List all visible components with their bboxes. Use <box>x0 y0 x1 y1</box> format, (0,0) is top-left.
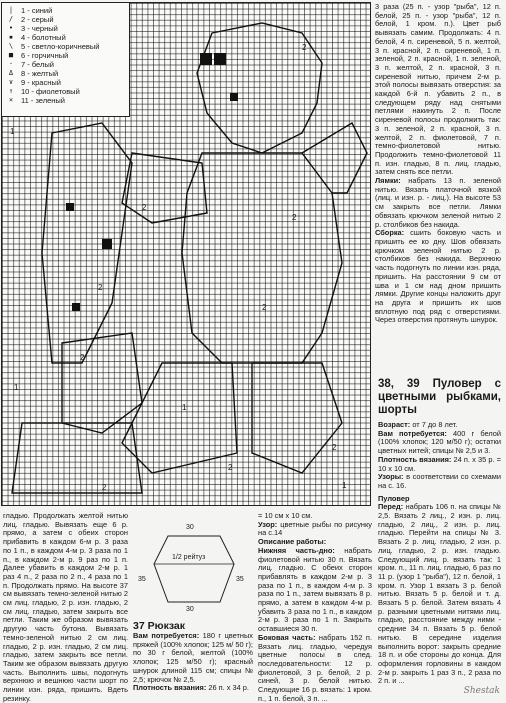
legend-item <box>5 87 126 96</box>
legend-item <box>5 15 126 24</box>
right-column <box>375 3 501 325</box>
label-need: Вам потребуется: <box>378 428 447 438</box>
chart-number: 2 <box>262 303 267 312</box>
legend-item <box>5 6 126 15</box>
legend-symbol: × <box>8 96 14 104</box>
pattern-label-center: 1/2 рейтуз <box>172 554 206 561</box>
chart-number: 2 <box>102 483 107 492</box>
chart-number: 1 <box>182 403 187 412</box>
assembly-text: сшить боковую часть и пришить ее ко дну. Шов обвязать крючком зеленой нитью 2 р. столбиков без накида. Верхнюю часть подогнуть по линии изн. ряда, пришить. На расстоянии 9 см от шва и 1 см над дном пришить лямки. Другие концы наложить друг на друга и пришить их шов вплотную под ряд с отверстиями. Через отверстия протянуть шнурок. <box>375 228 501 325</box>
pattern-label-left: 35 <box>138 576 146 583</box>
density-cont: = 10 см x 10 см. <box>258 511 313 520</box>
legend-symbol: ▪ <box>8 33 14 41</box>
character-arm-right <box>302 123 367 193</box>
chart-number: 2 <box>142 203 147 212</box>
legend-symbol: • <box>8 24 14 32</box>
flower-stem <box>42 123 132 363</box>
character-body <box>182 153 342 363</box>
left-column <box>3 512 128 703</box>
label-straps: Лямки: <box>375 176 401 186</box>
label-age: Возраст: <box>378 420 411 429</box>
label-work-description: Описание работы: <box>258 537 327 547</box>
bottom-part-text: набрать фиолетовой нитью 30 п. Вязать лиц. гладью. С обеих сторон прибавлять в каждом 2-м р. 3 раза по 1 п., в каждом 4-м р. 3 раза по 1 п., затем вывязать 8 р. прямо, а затем в каждом 4-м р. убавить 3 раза по 1 п., в каждом 2-м р. 3 раза по 1 п. Закрыть оставшиеся 30 п. <box>258 545 372 634</box>
chart-number: 2 <box>228 463 233 472</box>
chart-number: 2 <box>302 43 307 52</box>
density-text: 24 п. x 35 р. = 10 x 10 см. <box>378 454 501 473</box>
character-arm-left <box>122 153 207 223</box>
pattern-outline <box>134 524 250 616</box>
label-bottom-part: Нижняя часть-дно: <box>258 545 335 555</box>
chart-legend <box>2 3 130 117</box>
character-leg-right <box>252 363 342 473</box>
chart-number: 2 <box>292 213 297 222</box>
pattern-label-top: 30 <box>186 524 194 531</box>
legend-label: 1 - синий <box>21 6 53 15</box>
legend-item <box>5 33 126 42</box>
label-backpack-need: Вам потребуется: <box>133 631 200 640</box>
label-assembly: Сборка: <box>375 228 405 238</box>
legend-label: 10 - фиолетовый <box>21 87 80 96</box>
legend-symbol: / <box>8 15 14 23</box>
right-paragraph: 3 раза (25 п. - узор "рыба", 12 п. белой, 25 п. - узор "рыба", 12 п. белой, 1 кром. п.). Цвет рыб вывязать самим. Продолжать: 4 п. белой, 4 п. сиреневой, 5 п. желтой, 3 п. красной, 2 п. сиреневой, 1 п. зеленой, 2 п. красной, 1 п. зеленой, 3 п. желтой, 2 п. красной, 3 п. сиреневой нитью, причем 2-м р. этой полосы вывязать отверстия: за каждой 6-й п. убавить 2 п., в следующем ряду над снятыми петлями накинуть 2 п. После сиреневой полосы продолжить так: 3 п. зеленой, 2 п. красной, 3 п. желтой, 2 п. фиолетовой, 7 п. темно-фиолетовой нитью. Продолжить темно-фиолетовой 11 п. изн. гладью, 8 п. лиц. гладью, затем снять все петли. <box>375 2 501 177</box>
legend-label: 8 - желтый <box>21 69 59 78</box>
chart-number: 2 <box>80 353 85 362</box>
legend-symbol: | <box>8 6 14 14</box>
backpack-need-text: 180 г цветных пряжей (100% хлопок; 125 м/ 50 г); по 30 г белой, желтой (100% хлопок; 125 м/50 г); красный шнурок длиной 115 см; спицы № 2,5; крючок № 2,5. <box>133 631 253 684</box>
pullover-title: 38, 39 Пуловер с цветными рыбками, шорты <box>378 378 501 416</box>
legend-symbol: · <box>8 60 14 68</box>
legend-label: 2 - серый <box>21 15 54 24</box>
label-backpack-density: Плотность вязания: <box>133 683 207 693</box>
chart-number: 1 <box>10 127 15 136</box>
chart-number: 2 <box>332 443 337 452</box>
knitting-chart <box>1 2 371 506</box>
label-side-part: Боковая часть: <box>258 632 316 642</box>
side-part-text: набрать 152 п. Вязать лиц. гладью, чередуя цветные полосы в след. последовательности: 12 р. фиолетовой, 3 р. белой, 2 р. синей, 3 р. белой нитью. Следующие 16 р. вязать: 1 кром. п., 1 п. белой, 3 п. ... <box>258 632 372 703</box>
pattern-text: в соответствии со схемами на с. 16. <box>378 472 501 490</box>
legend-symbol: Δ <box>8 69 14 77</box>
label-density: Плотность вязания: <box>378 454 452 464</box>
legend-symbol: ∨ <box>8 78 14 86</box>
legend-item <box>5 96 126 105</box>
pullover-section <box>378 376 501 686</box>
front-text: набрать 106 п. на спицы № 2,5. Вязать 2 лиц., 2 изн. р. лиц. гладью, 2 лиц., 2 изн. р. лиц. гладью. Перейти на спицы № 3. Вязать 2 р. лиц. гладью, 2 изн. р. лиц. гладью, 2 р. изн. гладью. Следующий лиц. р. вязать так: 1 кром. п., 11 п. лиц. гладью, 6 раз по 11 р. (узор 1 "рыба"), 12 п. белой, 1 кром. п. Узор 1 вязать 3 р. белой нитью. Вязать 5 р. белой и т. д. Вязать 5 р. белой. Затем вязать 4 р. разными цветными нитями лиц. гладью, расстояние между ними - средние 34 п. Вязать 5 р. белой нитью. В середине изделия выполнить ворот: закрыть средние 18 п. и обе стороны до конца. Для оформления горловины в каждом 2-м р. закрыть 1 раз 3 п., 2 раза по 2 п. и ... <box>378 502 501 686</box>
pullover-subheading: Пуловер <box>378 493 410 503</box>
legend-item <box>5 78 126 87</box>
backpack-section <box>133 620 253 693</box>
legend-symbol: ■ <box>8 51 14 59</box>
label-uzor: Узор: <box>258 519 278 529</box>
middle-column <box>258 512 372 703</box>
flower-leaf <box>62 333 142 433</box>
legend-item <box>5 69 126 78</box>
signature: Shestak <box>463 686 500 696</box>
legend-label: 11 - зеленый <box>21 96 65 105</box>
legend-symbol: ↑ <box>8 87 14 95</box>
legend-item <box>5 60 126 69</box>
flower-pot <box>12 423 142 493</box>
label-front: Перед: <box>378 502 404 512</box>
uzor-text: цветные рыбы по рисунку на с.14 <box>258 519 372 538</box>
legend-label: 6 - горчичный <box>21 51 69 60</box>
legend-label: 3 - черный <box>21 24 58 33</box>
legend-symbol: \ <box>8 42 14 50</box>
chart-number: 1 <box>342 481 347 490</box>
left-paragraph: гладью. Продолжать желтой нитью лиц. гладью. Вывязать еще 6 р. прямо, а затем с обеих сторон прибавить в каждом 6-м р. 3 раза по 1 п., в каждом 4-м р. 3 раза по 1 п., в каждом 2-м р. 9 раз по 1 п. Далее убавить в каждом 2-м р. 1 раз 4 п., 2 раза по 2 п., 4 раза по 1 п. Продолжать прямо. На высоте 37 см вывязать темно-зеленой нитью 2 см лиц. гладью, 2 р. изн. гладью, 2 см лиц. гладью, затем закрыть все петли. Таким же образом вывязать другую часть бутона. Вывязать темно-зеленой нитью 2 см лиц. гладью, 2 р. изн. гладью, 2 см лиц. гладью, затем закрыть все петли. Таким же образом вывязать другую часть. Выполнить швы, подогнуть верхнюю и вешнюю части шорт по линии изн. ряда, пришить. Вдеть резинку. <box>3 511 128 703</box>
legend-item <box>5 24 126 33</box>
backpack-density-text: 26 п. x 34 р. <box>208 683 249 693</box>
legend-label: 4 - болотный <box>21 33 66 42</box>
chart-number: 2 <box>98 283 103 292</box>
pattern-schematic <box>134 524 250 616</box>
chart-number: 1 <box>14 383 19 392</box>
legend-item <box>5 42 126 51</box>
pattern-label-bottom: 30 <box>186 606 194 613</box>
legend-item <box>5 51 126 60</box>
legend-label: 9 - красный <box>21 78 61 87</box>
age-text: от 7 до 8 лет. <box>412 420 458 429</box>
straps-text: набрать 13 п. зеленой нитью. Вязать платочной вязкой (лиц. и изн. р. - лиц.). На высоте 53 см закрыть все петли. Лямки обвязать крючком зеленой нитью 2 р. столбиков без накида. <box>375 176 501 229</box>
label-pattern: Узоры: <box>378 472 404 482</box>
backpack-title: 37 Рюкзак <box>133 620 185 632</box>
legend-label: 7 - белый <box>21 60 54 69</box>
need-text: 400 г белой (100% хлопок; 120 м/50 г); остатки цветных нитей; спицы № 2,5 и 3. <box>378 428 501 456</box>
legend-label: 5 - светло-коричневый <box>21 42 100 51</box>
pattern-label-right: 35 <box>236 576 244 583</box>
